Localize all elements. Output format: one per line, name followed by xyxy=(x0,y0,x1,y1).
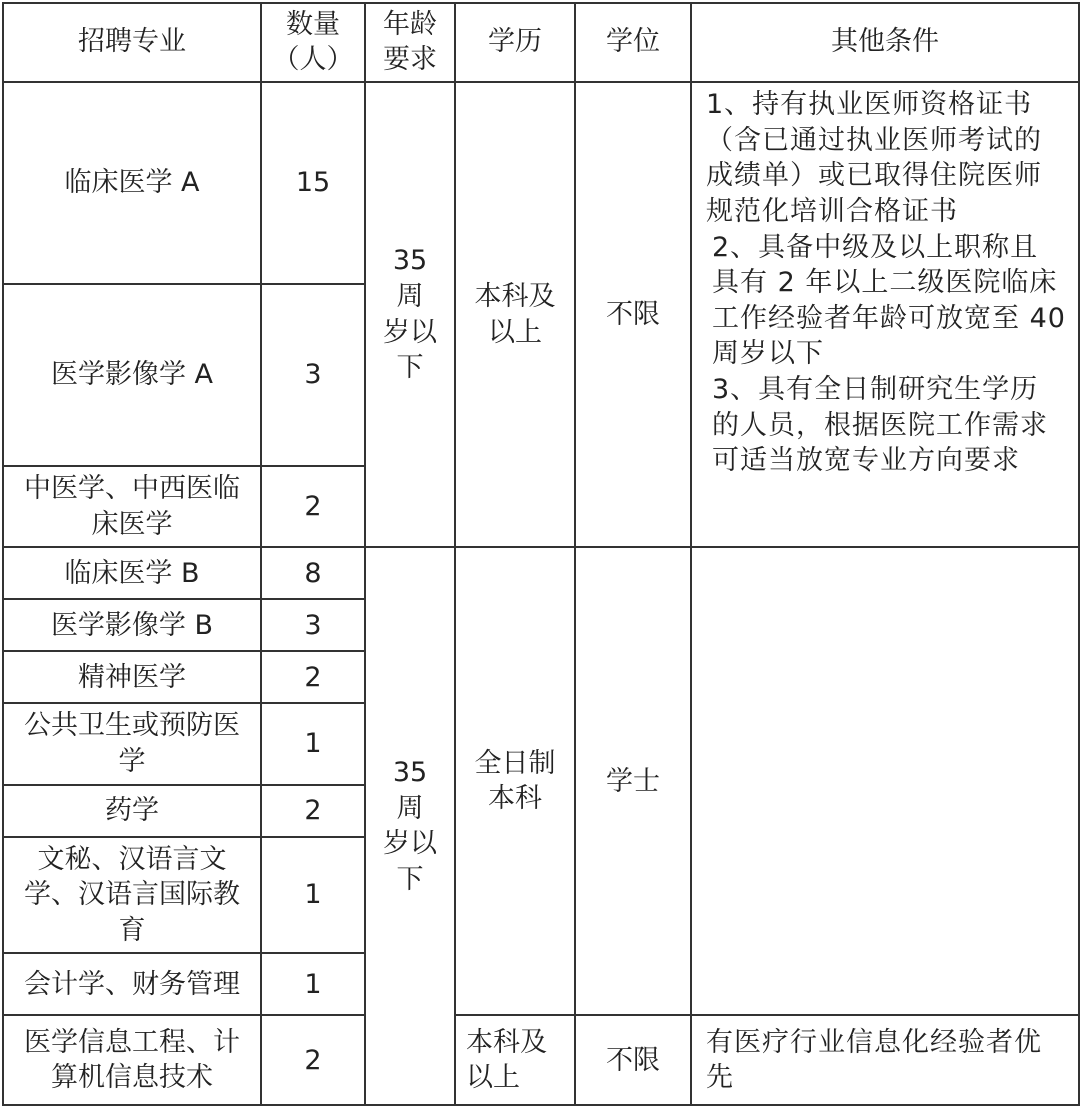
header-age: 年龄 要求 xyxy=(365,3,455,82)
count-cell: 2 xyxy=(261,466,365,547)
header-count: 数量 （人） xyxy=(261,3,365,82)
major-cell: 临床医学 A xyxy=(3,82,261,284)
condition-item: 2、具备中级及以上职称且具有 2 年以上二级医院临床工作经验者年龄可放宽至 40 周岁以下 xyxy=(712,231,1066,370)
conditions-cell xyxy=(691,82,1079,547)
count-cell: 3 xyxy=(261,599,365,651)
count-cell: 15 xyxy=(261,82,365,284)
header-education: 学历 xyxy=(455,3,575,82)
count-cell: 2 xyxy=(261,785,365,837)
count-cell: 3 xyxy=(261,284,365,466)
table-row xyxy=(3,547,1079,599)
major-cell: 精神医学 xyxy=(3,651,261,703)
major-cell: 医学影像学 B xyxy=(3,599,261,651)
recruitment-table xyxy=(2,2,1080,1106)
major-cell: 文秘、汉语言文学、汉语言国际教育 xyxy=(3,837,261,954)
count-cell: 1 xyxy=(261,837,365,954)
education-cell: 全日制 本科 xyxy=(455,547,575,1015)
degree-cell: 不限 xyxy=(575,1015,691,1105)
major-cell: 临床医学 B xyxy=(3,547,261,599)
education-cell: 本科及 以上 xyxy=(455,82,575,547)
major-cell: 医学影像学 A xyxy=(3,284,261,466)
count-cell: 1 xyxy=(261,953,365,1015)
header-conditions: 其他条件 xyxy=(691,3,1079,82)
count-cell: 8 xyxy=(261,547,365,599)
major-cell: 药学 xyxy=(3,785,261,837)
major-cell: 医学信息工程、计算机信息技术 xyxy=(3,1015,261,1105)
count-cell: 2 xyxy=(261,651,365,703)
conditions-cell: 有医疗行业信息化经验者优先 xyxy=(691,1015,1079,1105)
table-row xyxy=(3,1015,1079,1105)
education-cell: 本科及 以上 xyxy=(455,1015,575,1105)
header-degree: 学位 xyxy=(575,3,691,82)
major-cell: 公共卫生或预防医学 xyxy=(3,703,261,784)
count-cell: 2 xyxy=(261,1015,365,1105)
count-cell: 1 xyxy=(261,703,365,784)
table-row xyxy=(3,82,1079,284)
age-cell: 35 周 岁以 下 xyxy=(365,82,455,547)
conditions-cell-empty xyxy=(691,547,1079,1015)
degree-cell: 学士 xyxy=(575,547,691,1015)
header-row xyxy=(3,3,1079,82)
degree-cell: 不限 xyxy=(575,82,691,547)
major-cell: 会计学、财务管理 xyxy=(3,953,261,1015)
condition-item: 1、持有执业医师资格证书（含已通过执业医师考试的成绩单）或已取得住院医师规范化培训合格证书 xyxy=(706,89,1042,227)
age-cell: 35 周 岁以 下 xyxy=(365,547,455,1105)
major-cell: 中医学、中西医临床医学 xyxy=(3,466,261,547)
header-major: 招聘专业 xyxy=(3,3,261,82)
condition-item: 3、具有全日制研究生学历的人员，根据医院工作需求可适当放宽专业方向要求 xyxy=(712,374,1048,477)
